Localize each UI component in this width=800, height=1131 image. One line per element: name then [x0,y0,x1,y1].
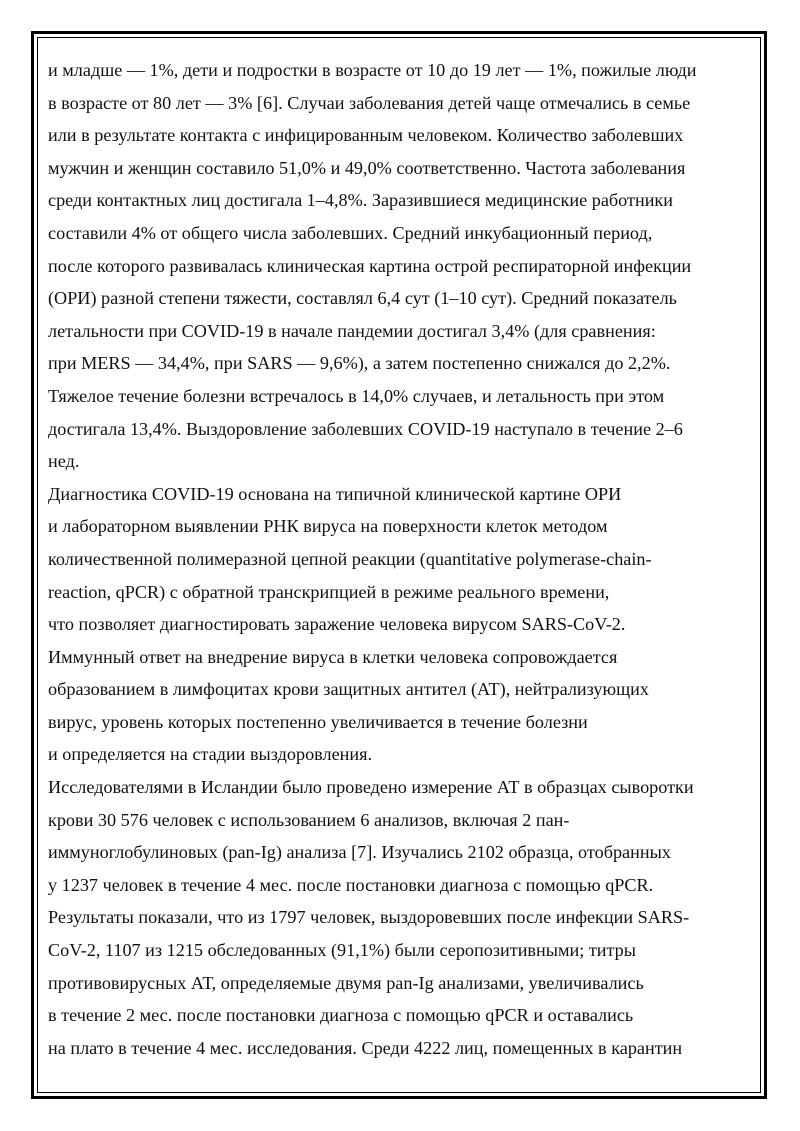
text-line: крови 30 576 человек с использованием 6 анализов, включая 2 пан- [48,809,570,830]
text-line: в возрасте от 80 лет — 3% [6]. Случаи заболевания детей чаще отмечались в семье [48,92,691,113]
text-line: летальности при COVID-19 в начале пандемии достигал 3,4% (для сравнения: [48,320,656,341]
text-line: противовирусных АТ, определяемые двумя pan-Ig анализами, увеличивались [48,972,644,993]
text-line: при MERS — 34,4%, при SARS — 9,6%), а затем постепенно снижался до 2,2%. [48,353,671,374]
text-line: количественной полимеразной цепной реакции (quantitative polymerase-chain- [48,548,652,569]
text-line: и определяется на стадии выздоровления. [48,744,373,765]
text-line: иммуноглобулиновых (pan-Ig) анализа [7]. Изучались 2102 образца, отобранных [48,842,671,863]
text-line: reaction, qPCR) с обратной транскрипцией в режиме реального времени, [48,581,610,602]
text-line: Тяжелое течение болезни встречалось в 14,0% случаев, и летальность при этом [48,385,665,406]
text-line: мужчин и женщин составило 51,0% и 49,0% соответственно. Частота заболевания [48,157,686,178]
text-line: достигала 13,4%. Выздоровление заболевших COVID-19 наступало в течение 2–6 [48,418,683,439]
text-line: Исследователями в Исландии было проведено измерение АТ в образцах сыворотки [48,777,694,798]
text-line: Иммунный ответ на внедрение вируса в клетки человека сопровождается [48,646,618,667]
text-line: CoV-2, 1107 из 1215 обследованных (91,1%) были серопозитивными; титры [48,940,636,961]
text-line: среди контактных лиц достигала 1–4,8%. Заразившиеся медицинские работники [48,190,673,211]
text-line: у 1237 человек в течение 4 мес. после постановки диагноза с помощью qPCR. [48,874,654,895]
text-line: в течение 2 мес. после постановки диагноза с помощью qPCR и оставались [48,1005,634,1026]
text-line: Диагностика COVID-19 основана на типичной клинической картине ОРИ [48,483,622,504]
text-line: образованием в лимфоцитах крови защитных антител (АТ), нейтрализующих [48,679,649,700]
text-line: и младше — 1%, дети и подростки в возрасте от 10 до 19 лет — 1%, пожилые люди [48,60,697,80]
text-line: нед. [48,451,80,472]
text-line: (ОРИ) разной степени тяжести, составлял 6,4 сут (1–10 сут). Средний показатель [48,288,677,309]
text-line: составили 4% от общего числа заболевших. Средний инкубационный период, [48,222,653,243]
text-line: и лабораторном выявлении РНК вируса на поверхности клеток методом [48,516,608,537]
text-line: после которого развивалась клиническая картина острой респираторной инфекции [48,255,692,276]
text-line: или в результате контакта с инфицированным человеком. Количество заболевших [48,125,684,146]
document-body [48,54,728,1064]
text-line: Результаты показали, что из 1797 человек, выздоровевших после инфекции SARS- [48,907,690,928]
text-line: на плато в течение 4 мес. исследования. Среди 4222 лиц, помещенных в карантин [48,1037,683,1058]
text-line: вирус, уровень которых постепенно увеличивается в течение болезни [48,711,588,732]
text-line: что позволяет диагностировать заражение человека вирусом SARS-CoV-2. [48,614,626,635]
